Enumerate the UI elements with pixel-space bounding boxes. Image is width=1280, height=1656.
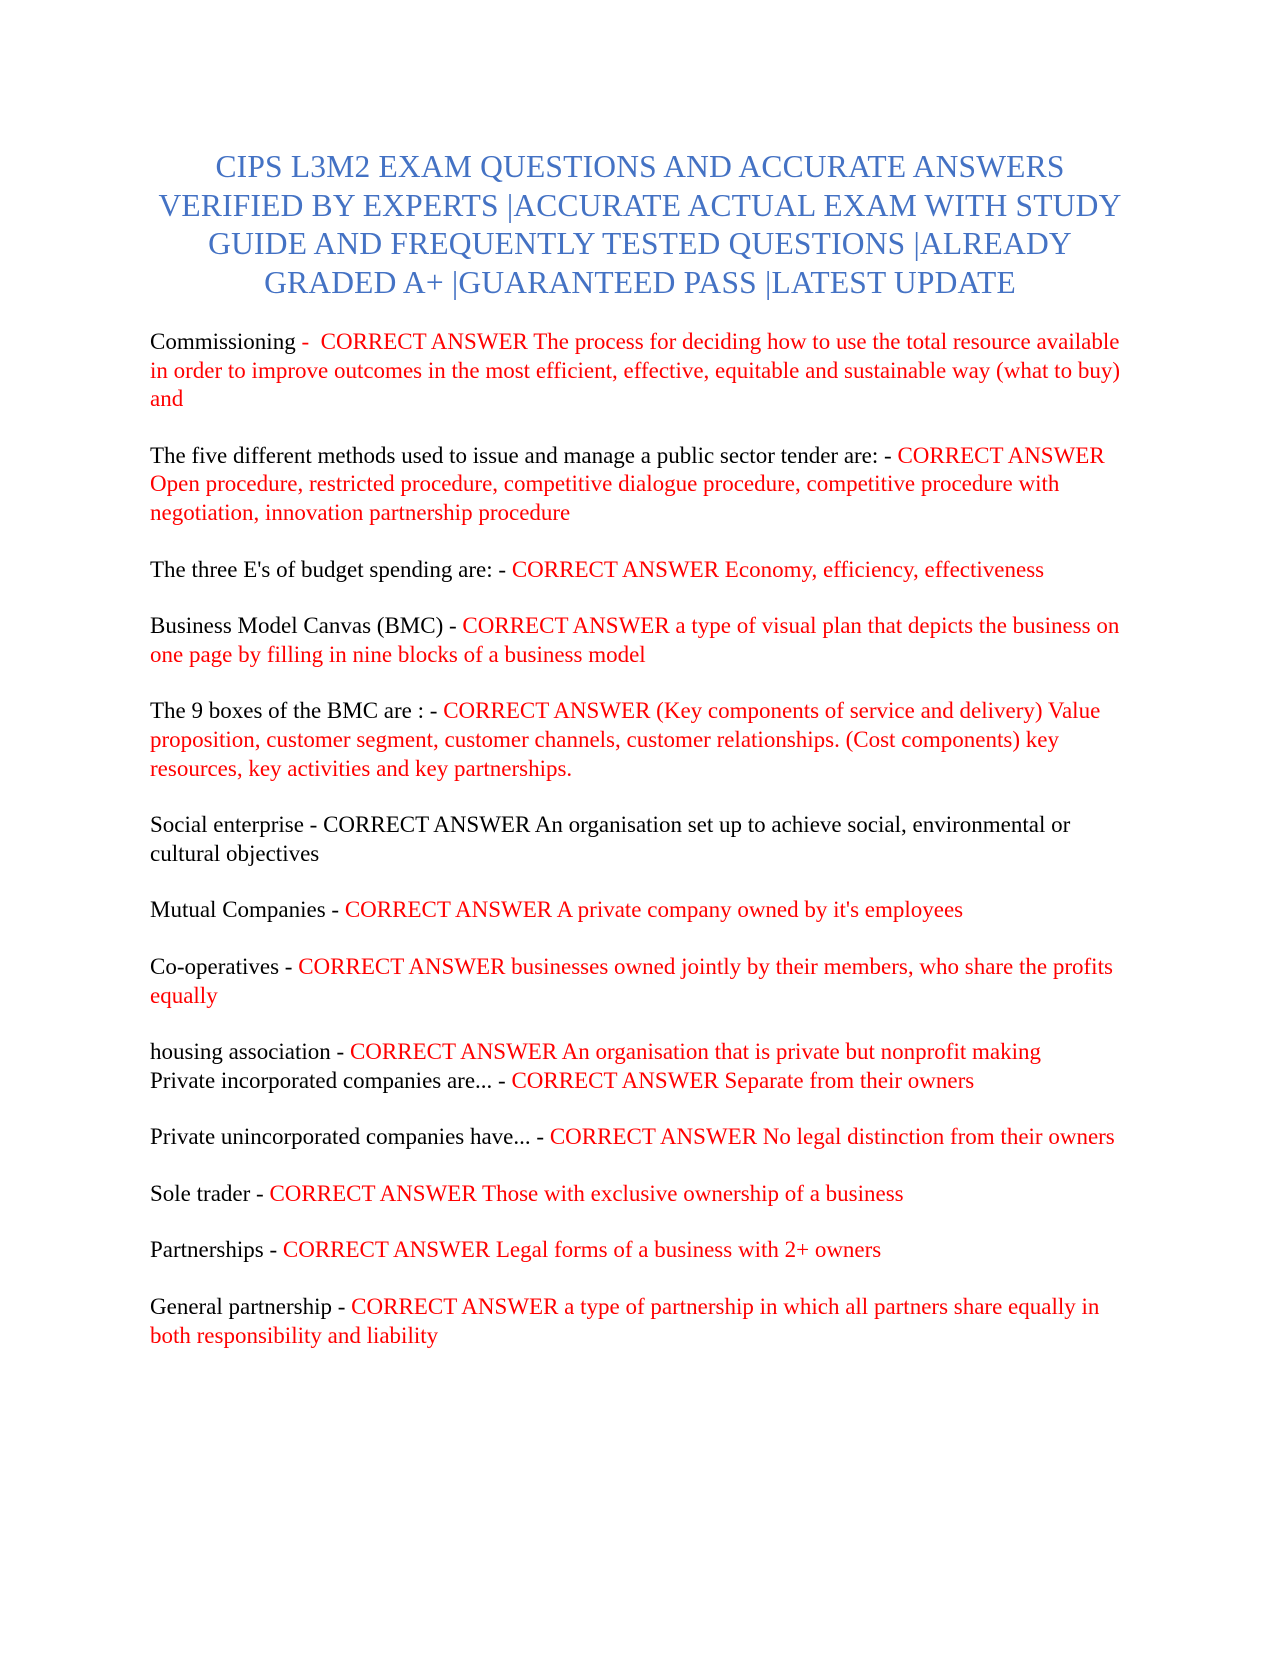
question-text: The 9 boxes of the BMC are : - xyxy=(150,698,444,724)
answer-text: CORRECT ANSWER Economy, efficiency, effectiveness xyxy=(511,556,1045,582)
question-text: Sole trader - xyxy=(150,1180,270,1206)
question-text: General partnership - xyxy=(150,1294,352,1320)
question-text: Co-operatives - xyxy=(150,953,299,979)
qa-item xyxy=(150,896,1130,925)
qa-item xyxy=(150,1038,1130,1067)
answer-text: CORRECT ANSWER Legal forms of a business with 2+ owners xyxy=(282,1237,882,1263)
qa-item xyxy=(150,328,1130,414)
question-text: Commissioning xyxy=(150,329,296,354)
question-text: Social enterprise - xyxy=(150,812,324,838)
qa-item xyxy=(150,1067,1130,1096)
qa-item xyxy=(150,1180,1130,1209)
answer-text: CORRECT ANSWER Separate from their owners xyxy=(511,1067,975,1093)
answer-text: CORRECT ANSWER Open procedure, restricted procedure, competitive dialogue procedure, competitive procedure with negotiation, innovation partnership procedure xyxy=(150,442,1111,525)
qa-item xyxy=(150,1293,1130,1350)
answer-text: CORRECT ANSWER An organisation set up to achieve social, environmental or cultural objectives xyxy=(150,812,1077,866)
qa-item xyxy=(150,953,1130,1010)
qa-item xyxy=(150,1236,1130,1265)
question-text: The five different methods used to issue and manage a public sector tender are: - xyxy=(150,442,898,468)
question-text: Private unincorporated companies have... - xyxy=(150,1124,550,1150)
answer-text: - CORRECT ANSWER The process for deciding how to use the total resource available in order to improve outcomes in the most efficient, effective, equitable and sustainable way (what to buy) and xyxy=(150,329,1126,412)
qa-item xyxy=(150,1123,1130,1152)
answer-text: CORRECT ANSWER An organisation that is private but nonprofit making xyxy=(349,1039,1041,1065)
question-text: Partnerships - xyxy=(150,1237,283,1263)
answer-text: CORRECT ANSWER businesses owned jointly by their members, who share the profits equally xyxy=(150,953,1119,1008)
question-text: housing association - xyxy=(150,1039,350,1065)
qa-item xyxy=(150,697,1130,783)
answer-text: CORRECT ANSWER a type of partnership in which all partners share equally in both responsibility and liability xyxy=(150,1294,1106,1348)
question-text: The three E's of budget spending are: - xyxy=(150,556,512,582)
question-text: Business Model Canvas (BMC) - xyxy=(150,613,463,639)
document-title: CIPS L3M2 EXAM QUESTIONS AND ACCURATE ANSWERS VERIFIED BY EXPERTS |ACCURATE ACTUAL EXAM WITH STUDY GUIDE AND FREQUENTLY TESTED QUESTIONS |ALREADY GRADED A+ |GUARANTEED PASS |LATEST UPDATE xyxy=(158,149,1122,300)
qa-item xyxy=(150,811,1130,868)
answer-text: CORRECT ANSWER A private company owned by it's employees xyxy=(344,897,964,923)
question-text: Private incorporated companies are... - xyxy=(150,1067,512,1093)
answer-text: CORRECT ANSWER a type of visual plan that depicts the business on one page by filling in nine blocks of a business model xyxy=(150,613,1126,667)
qa-item xyxy=(150,442,1130,528)
document-page xyxy=(150,148,1130,1378)
answer-text: CORRECT ANSWER (Key components of service and delivery) Value proposition, customer segment, customer channels, customer relationships. (Cost components) key resources, key activities and key partnerships. xyxy=(150,698,1107,781)
answer-text: CORRECT ANSWER No legal distinction from their owners xyxy=(549,1124,1115,1150)
question-text: Mutual Companies - xyxy=(150,897,345,923)
answer-text: CORRECT ANSWER Those with exclusive ownership of a business xyxy=(269,1180,904,1206)
qa-item xyxy=(150,556,1130,585)
qa-item xyxy=(150,612,1130,669)
